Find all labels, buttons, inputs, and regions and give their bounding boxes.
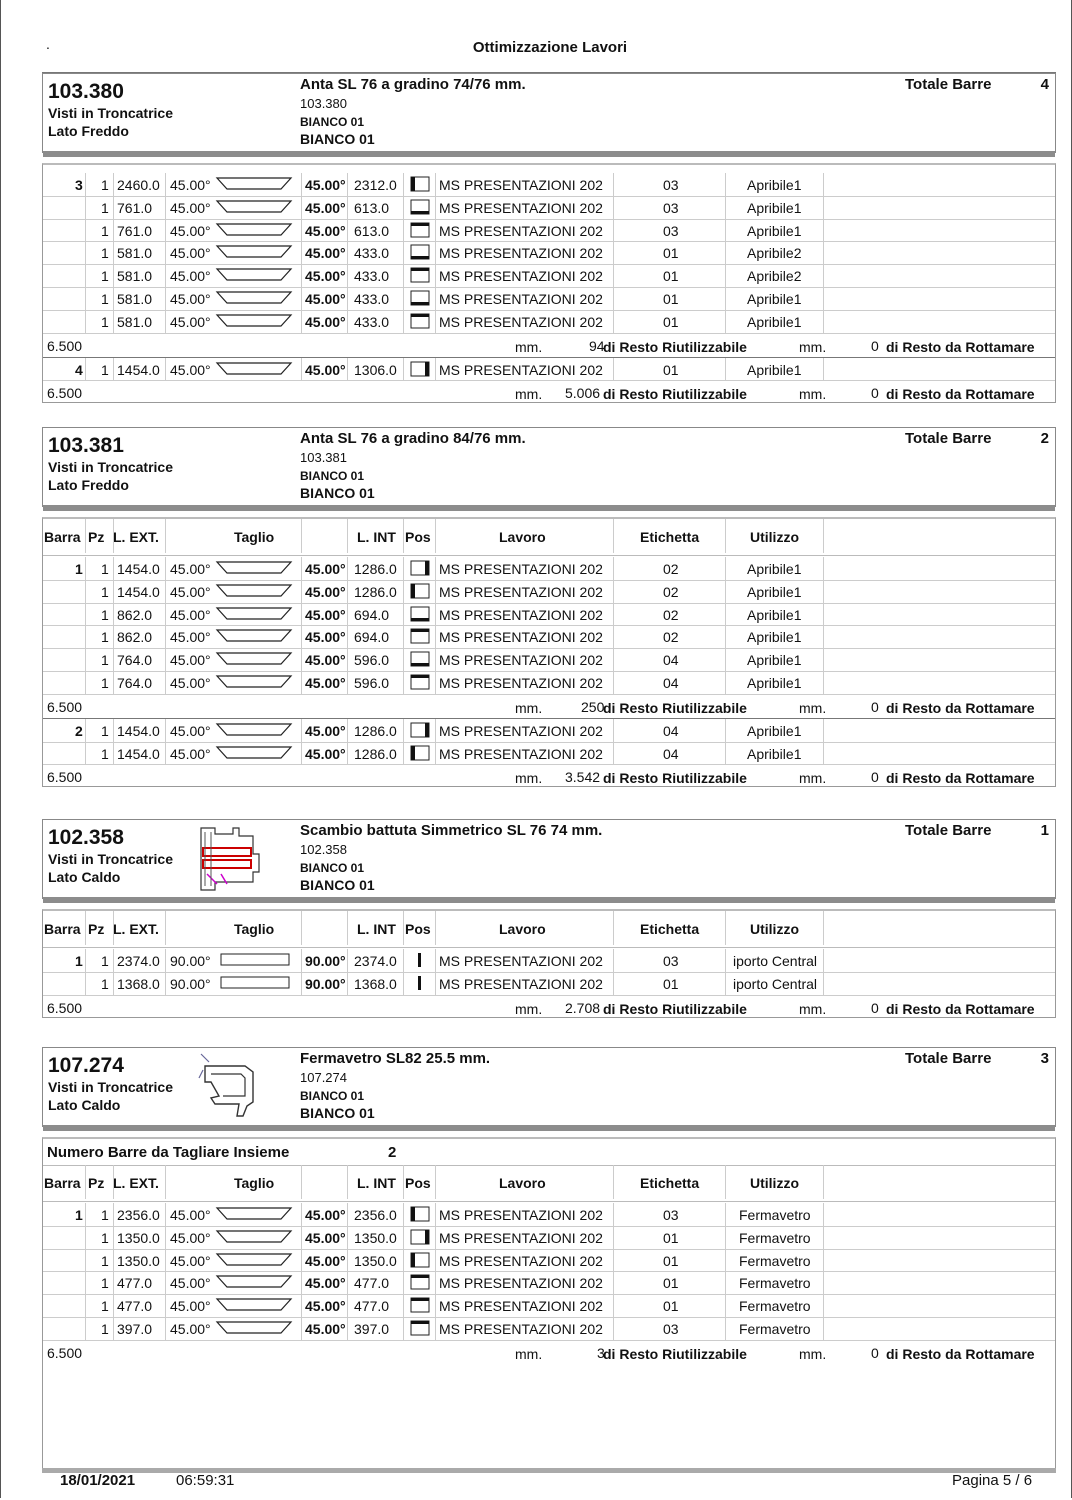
position-icon [409, 650, 431, 668]
cut-shape-icon [215, 176, 295, 192]
profile-line2: Lato Freddo [48, 477, 129, 493]
footer-page-number: Pagina 5 / 6 [952, 1472, 1033, 1489]
profile-description: Anta SL 76 a gradino 74/76 mm. [300, 76, 526, 93]
profile-description: Scambio battuta Simmetrico SL 76 74 mm. [300, 822, 603, 839]
position-icon [409, 1296, 431, 1314]
cut-table [42, 909, 1056, 1018]
footer-time: 06:59:31 [176, 1472, 235, 1489]
profile-color1: BIANCO 01 [300, 861, 365, 875]
table-row: 1 1 2356.0 45.00° 45.00° 2356.0 MS PRESENTAZIONI 202 03 Fermavetro [43, 1203, 1055, 1227]
cut-shape-icon [215, 290, 295, 306]
cut-shape-icon [215, 361, 295, 377]
cut-shape-icon [215, 1229, 295, 1245]
table-row: 1 862.0 45.00° 45.00° 694.0 MS PRESENTAZIONI 202 02 Apribile1 [43, 603, 1055, 627]
profile-color2: BIANCO 01 [300, 877, 375, 893]
position-icon [409, 673, 431, 691]
table-row: 1 581.0 45.00° 45.00° 433.0 MS PRESENTAZIONI 202 01 Apribile2 [43, 264, 1055, 288]
table-row: 1 1454.0 45.00° 45.00° 1286.0 MS PRESENTAZIONI 202 02 Apribile1 [43, 580, 1055, 604]
table-row: 1 1350.0 45.00° 45.00° 1350.0 MS PRESENTAZIONI 202 01 Fermavetro [43, 1249, 1055, 1273]
cut-shape-icon [215, 606, 295, 622]
position-icon [409, 605, 431, 623]
cut-table [42, 517, 1056, 787]
table-row: 1 764.0 45.00° 45.00° 596.0 MS PRESENTAZIONI 202 04 Apribile1 [43, 671, 1055, 695]
profile-section-image [193, 824, 265, 894]
cut-shape-icon [215, 583, 295, 599]
table-row: 1 581.0 45.00° 45.00° 433.0 MS PRESENTAZIONI 202 01 Apribile1 [43, 310, 1055, 334]
profile-color1: BIANCO 01 [300, 469, 365, 483]
cut-shape-icon [215, 745, 295, 761]
totale-barre-value: 1 [1040, 822, 1049, 839]
cut-shape-icon [215, 267, 295, 283]
position-icon [409, 721, 431, 739]
profile-line2: Lato Freddo [48, 123, 129, 139]
position-icon [409, 243, 431, 261]
cut-shape-icon [215, 222, 295, 238]
cut-shape-icon [215, 975, 295, 991]
table-row: 1 477.0 45.00° 45.00° 477.0 MS PRESENTAZIONI 202 01 Fermavetro [43, 1294, 1055, 1318]
table-row: 1 1 2374.0 90.00° 90.00° 2374.0 MS PRESENTAZIONI 202 03 iporto Central [43, 949, 1055, 973]
cut-shape-icon [215, 244, 295, 260]
position-icon [409, 1273, 431, 1291]
bar-total-row: 6.500 mm. 5.006 di Resto Riutilizzabile mm. 0 di Resto da Rottamare [47, 385, 1035, 403]
table-header-row: Barra Pz L. EXT. Taglio L. INT Pos Lavoro Etichetta Utilizzo [43, 1165, 1055, 1199]
table-row: 1 397.0 45.00° 45.00° 397.0 MS PRESENTAZIONI 202 03 Fermavetro [43, 1317, 1055, 1341]
position-icon [409, 221, 431, 239]
table-row: 1 761.0 45.00° 45.00° 613.0 MS PRESENTAZIONI 202 03 Apribile1 [43, 196, 1055, 220]
table-row: 1 581.0 45.00° 45.00° 433.0 MS PRESENTAZIONI 202 01 Apribile1 [43, 287, 1055, 311]
position-icon [409, 312, 431, 330]
table-row: 1 477.0 45.00° 45.00° 477.0 MS PRESENTAZIONI 202 01 Fermavetro [43, 1271, 1055, 1295]
cut-shape-icon [215, 560, 295, 576]
profile-code: 103.380 [48, 80, 124, 103]
page-dot: . [46, 36, 50, 52]
footer-date: 18/01/2021 [60, 1472, 136, 1489]
bar-total-row: 6.500 mm. 3.542 di Resto Riutilizzabile mm. 0 di Resto da Rottamare [47, 769, 1035, 787]
cut-shape-icon [215, 722, 295, 738]
table-row: 1 1 1454.0 45.00° 45.00° 1286.0 MS PRESENTAZIONI 202 02 Apribile1 [43, 557, 1055, 581]
position-icon [409, 198, 431, 216]
cut-shape-icon [215, 1252, 295, 1268]
position-icon [409, 1228, 431, 1246]
cut-shape-icon [215, 1320, 295, 1336]
profile-desc-code: 107.274 [300, 1070, 347, 1085]
profile-section [42, 73, 1056, 403]
profile-color2: BIANCO 01 [300, 1105, 375, 1121]
table-row: 4 1 1454.0 45.00° 45.00° 1306.0 MS PRESENTAZIONI 202 01 Apribile1 [43, 358, 1055, 382]
cut-shape-icon [215, 1297, 295, 1313]
cut-shape-icon [215, 1274, 295, 1290]
profile-code: 102.358 [48, 826, 124, 849]
profile-section [42, 1047, 1056, 1362]
cut-shape-icon [215, 651, 295, 667]
table-row: 1 761.0 45.00° 45.00° 613.0 MS PRESENTAZIONI 202 03 Apribile1 [43, 219, 1055, 243]
cut-shape-icon [215, 952, 295, 968]
position-icon [409, 360, 431, 378]
table-header-row: Barra Pz L. EXT. Taglio L. INT Pos Lavoro Etichetta Utilizzo [43, 911, 1055, 945]
totale-barre-label: Totale Barre [905, 822, 992, 839]
totale-barre-label: Totale Barre [905, 1050, 992, 1067]
bar-total-row: 6.500 mm. 94 di Resto Riutilizzabile mm. 0 di Resto da Rottamare [47, 337, 1035, 355]
position-icon [409, 1205, 431, 1223]
profile-line2: Lato Caldo [48, 1097, 121, 1113]
position-icon [409, 744, 431, 762]
table-row: 1 764.0 45.00° 45.00° 596.0 MS PRESENTAZIONI 202 04 Apribile1 [43, 648, 1055, 672]
cut-shape-icon [215, 199, 295, 215]
table-row: 1 581.0 45.00° 45.00° 433.0 MS PRESENTAZIONI 202 01 Apribile2 [43, 241, 1055, 265]
totale-barre-label: Totale Barre [905, 76, 992, 93]
profile-section [42, 427, 1056, 787]
profile-line2: Lato Caldo [48, 869, 121, 885]
position-icon [409, 974, 431, 992]
bar-total-row: 6.500 mm. 2.708 di Resto Riutilizzabile mm. 0 di Resto da Rottamare [47, 999, 1035, 1017]
profile-line1: Visti in Troncatrice [48, 1079, 174, 1095]
table-row: 1 1454.0 45.00° 45.00° 1286.0 MS PRESENTAZIONI 202 04 Apribile1 [43, 742, 1055, 766]
cut-shape-icon [215, 1206, 295, 1222]
page-title: Ottimizzazione Lavori [472, 39, 628, 56]
profile-desc-code: 103.380 [300, 96, 347, 111]
position-icon [409, 1319, 431, 1337]
cut-table [42, 163, 1056, 403]
table-row: 1 1368.0 90.00° 90.00° 1368.0 MS PRESENTAZIONI 202 01 iporto Central [43, 972, 1055, 996]
table-row: 1 1350.0 45.00° 45.00° 1350.0 MS PRESENTAZIONI 202 01 Fermavetro [43, 1226, 1055, 1250]
bar-total-row: 6.500 mm. 3 di Resto Riutilizzabile mm. 0 di Resto da Rottamare [47, 1344, 1035, 1362]
cut-shape-icon [215, 674, 295, 690]
position-icon [409, 1251, 431, 1269]
profile-desc-code: 103.381 [300, 450, 347, 465]
position-icon [409, 582, 431, 600]
profile-line1: Visti in Troncatrice [48, 105, 174, 121]
totale-barre-label: Totale Barre [905, 430, 992, 447]
totale-barre-value: 3 [1040, 1050, 1049, 1067]
bar-total-row: 6.500 mm. 250 di Resto Riutilizzabile mm. 0 di Resto da Rottamare [47, 698, 1035, 716]
position-icon [409, 559, 431, 577]
profile-color1: BIANCO 01 [300, 115, 365, 129]
cut-shape-icon [215, 628, 295, 644]
profile-line1: Visti in Troncatrice [48, 459, 174, 475]
profile-header [42, 73, 1056, 153]
cut-shape-icon [215, 313, 295, 329]
table-row: 3 1 2460.0 45.00° 45.00° 2312.0 MS PRESENTAZIONI 202 03 Apribile1 [43, 173, 1055, 197]
profile-code: 107.274 [48, 1054, 124, 1077]
totale-barre-value: 2 [1040, 430, 1049, 447]
profile-description: Anta SL 76 a gradino 84/76 mm. [300, 430, 526, 447]
table-header-row: Barra Pz L. EXT. Taglio L. INT Pos Lavoro Etichetta Utilizzo [43, 519, 1055, 553]
profile-code: 103.381 [48, 434, 124, 457]
position-icon [409, 627, 431, 645]
numero-barre-row: Numero Barre da Tagliare Insieme 2 [47, 1144, 397, 1161]
profile-desc-code: 102.358 [300, 842, 347, 857]
position-icon [409, 951, 431, 969]
position-icon [409, 175, 431, 193]
profile-description: Fermavetro SL82 25.5 mm. [300, 1050, 491, 1067]
table-row: 1 862.0 45.00° 45.00° 694.0 MS PRESENTAZIONI 202 02 Apribile1 [43, 625, 1055, 649]
profile-header [42, 427, 1056, 507]
profile-section-image [197, 1052, 261, 1122]
totale-barre-value: 4 [1040, 76, 1049, 93]
profile-color2: BIANCO 01 [300, 485, 375, 501]
profile-color2: BIANCO 01 [300, 131, 375, 147]
profile-section [42, 819, 1056, 1017]
cut-table [42, 1137, 1056, 1473]
table-row: 2 1 1454.0 45.00° 45.00° 1286.0 MS PRESENTAZIONI 202 04 Apribile1 [43, 719, 1055, 743]
profile-line1: Visti in Troncatrice [48, 851, 174, 867]
profile-header [42, 1047, 1056, 1127]
position-icon [409, 289, 431, 307]
profile-color1: BIANCO 01 [300, 1089, 365, 1103]
profile-header [42, 819, 1056, 899]
position-icon [409, 266, 431, 284]
